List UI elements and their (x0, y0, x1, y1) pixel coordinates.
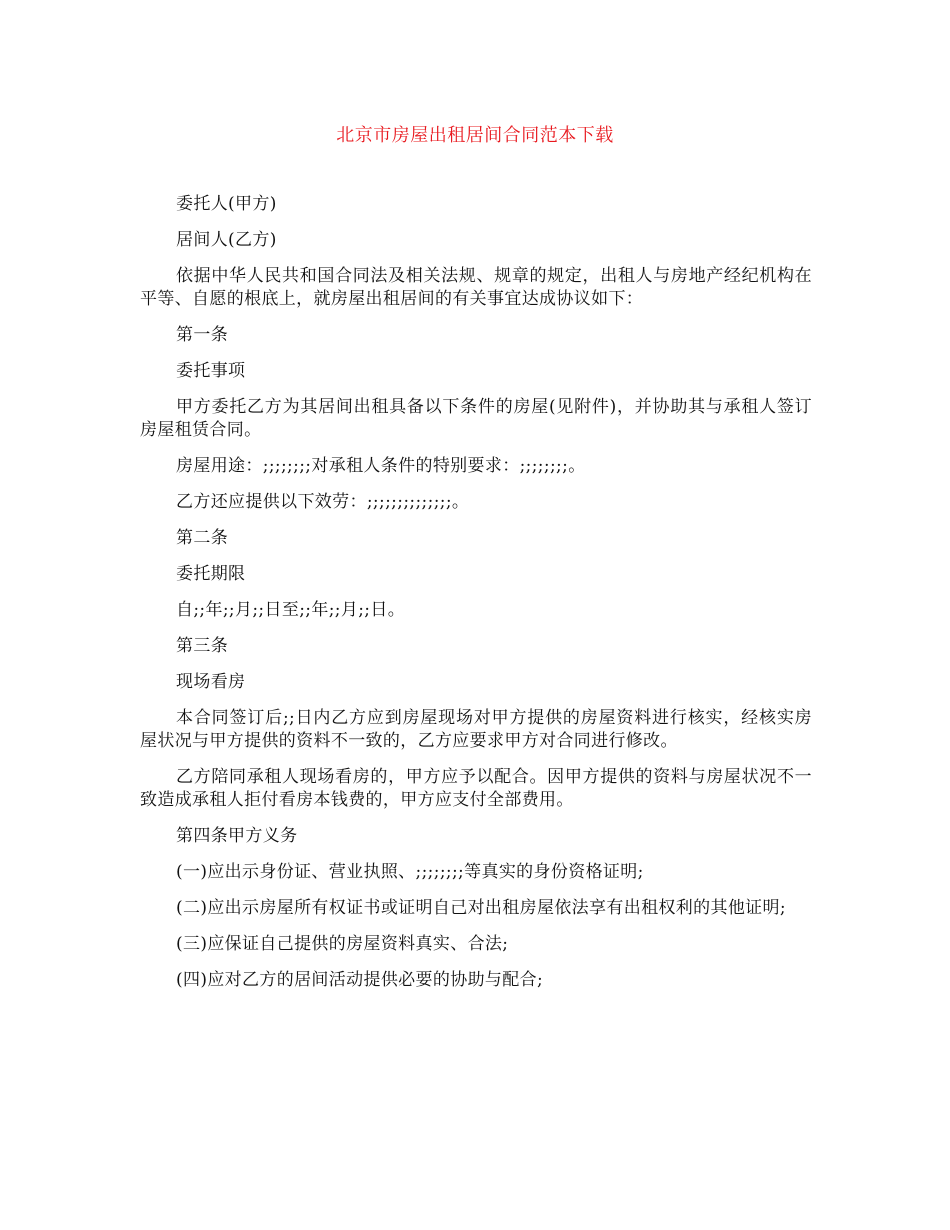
paragraph-term: 自;;年;;月;;日至;;年;;月;;日。 (176, 600, 406, 620)
article-subheading-2: 委托期限 (176, 564, 246, 584)
document-title: 北京市房屋出租居间合同范本下载 (336, 125, 614, 146)
article-subheading-3: 现场看房 (176, 672, 246, 692)
obligation-item-1: (一)应出示身份证、营业执照、;;;;;;;;等真实的身份资格证明; (176, 862, 644, 882)
paragraph-intermediary: 居间人(乙方) (176, 230, 277, 250)
paragraph-principal: 委托人(甲方) (176, 194, 277, 214)
paragraph-viewing: 乙方陪同承租人现场看房的，甲方应予以配合。因甲方提供的资料与房屋状况不一致造成承租人拒付看房本钱费的，甲方应支付全部费用。 (140, 767, 812, 810)
article-heading-4: 第四条甲方义务 (176, 826, 298, 846)
article-heading-1: 第一条 (176, 325, 229, 345)
obligation-item-3: (三)应保证自己提供的房屋资料真实、合法; (176, 934, 509, 954)
obligation-item-2: (二)应出示房屋所有权证书或证明自己对出租房屋依法享有出租权利的其他证明; (176, 898, 786, 918)
article-heading-3: 第三条 (176, 636, 229, 656)
document-body (140, 193, 812, 1005)
article-subheading-1: 委托事项 (176, 361, 246, 381)
paragraph-services: 乙方还应提供以下效劳：;;;;;;;;;;;;;;。 (176, 492, 470, 512)
paragraph-preamble: 依据中华人民共和国合同法及相关法规、规章的规定，出租人与房地产经纪机构在平等、自愿的根底上，就房屋出租居间的有关事宜达成协议如下： (140, 266, 812, 309)
paragraph-house-use: 房屋用途：;;;;;;;;对承租人条件的特别要求：;;;;;;;;。 (176, 456, 586, 476)
paragraph-verification: 本合同签订后;;日内乙方应到房屋现场对甲方提供的房屋资料进行核实，经核实房屋状况与甲方提供的资料不一致的，乙方应要求甲方对合同进行修改。 (140, 708, 812, 751)
paragraph-entrustment: 甲方委托乙方为其居间出租具备以下条件的房屋(见附件)，并协助其与承租人签订房屋租赁合同。 (140, 397, 812, 440)
article-heading-2: 第二条 (176, 528, 229, 548)
obligation-item-4: (四)应对乙方的居间活动提供必要的协助与配合; (176, 970, 544, 990)
